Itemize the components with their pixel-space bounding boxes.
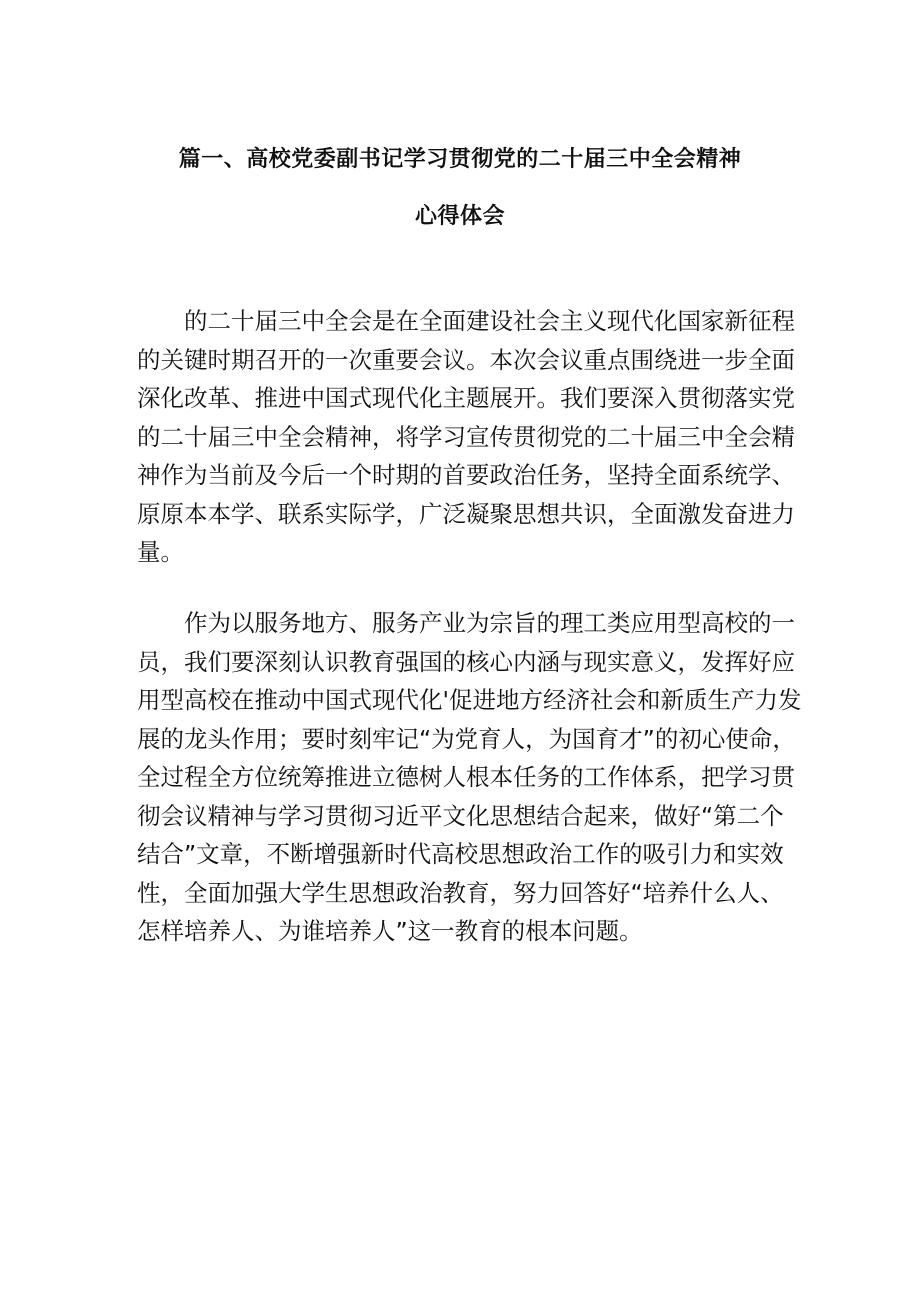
paragraph-line: 用型高校在推动中国式现代化'促进地方经济社会和新质生产力发 [137, 686, 802, 714]
paragraph-line: 量。 [137, 538, 184, 566]
document-title-line-2: 心得体会 [414, 204, 505, 229]
paragraph-line: 的二十届三中全会是在全面建设社会主义现代化国家新征程 [184, 307, 795, 335]
paragraph-line: 作为以服务地方、服务产业为宗旨的理工类应用型高校的一 [184, 609, 795, 637]
paragraph-line: 的关键时期召开的一次重要会议。本次会议重点围绕进一步全面 [137, 345, 795, 374]
paragraph-line: 员，我们要深刻认识教育强国的核心内涵与现实意义，发挥好应 [137, 647, 795, 676]
paragraph-line: 结合”文章，不断增强新时代高校思想政治工作的吸引力和实效 [137, 840, 784, 868]
paragraph-line: 的二十届三中全会精神，将学习宣传贯彻党的二十届三中全会精 [137, 422, 795, 451]
paragraph-2 [137, 604, 802, 951]
paragraph-line: 展的龙头作用；要时刻牢记“为党育人，为国育才”的初心使命， [137, 724, 796, 753]
paragraph-line: 神作为当前及今后一个时期的首要政治任务，坚持全面系统学、 [137, 461, 795, 489]
paragraph-1 [137, 302, 795, 572]
paragraph-line: 深化改革、推进中国式现代化主题展开。我们要深入贯彻落实党 [137, 384, 795, 412]
paragraph-line: 怎样培养人、为谁培养人”这一教育的根本问题。 [137, 917, 643, 945]
paragraph-line: 彻会议精神与学习贯彻习近平文化思想结合起来，做好“第二个 [137, 801, 784, 830]
paragraph-line: 原原本本学、联系实际学，广泛凝聚思想共识，全面激发奋进力 [137, 499, 795, 528]
document-title-line-1: 篇一、高校党委副书记学习贯彻党的二十届三中全会精神 [178, 147, 742, 172]
paragraph-line: 全过程全方位统筹推进立德树人根本任务的工作体系，把学习贯 [137, 763, 795, 791]
paragraph-line: 性，全面加强大学生思想政治教育，努力回答好“培养什么人、 [137, 878, 784, 907]
